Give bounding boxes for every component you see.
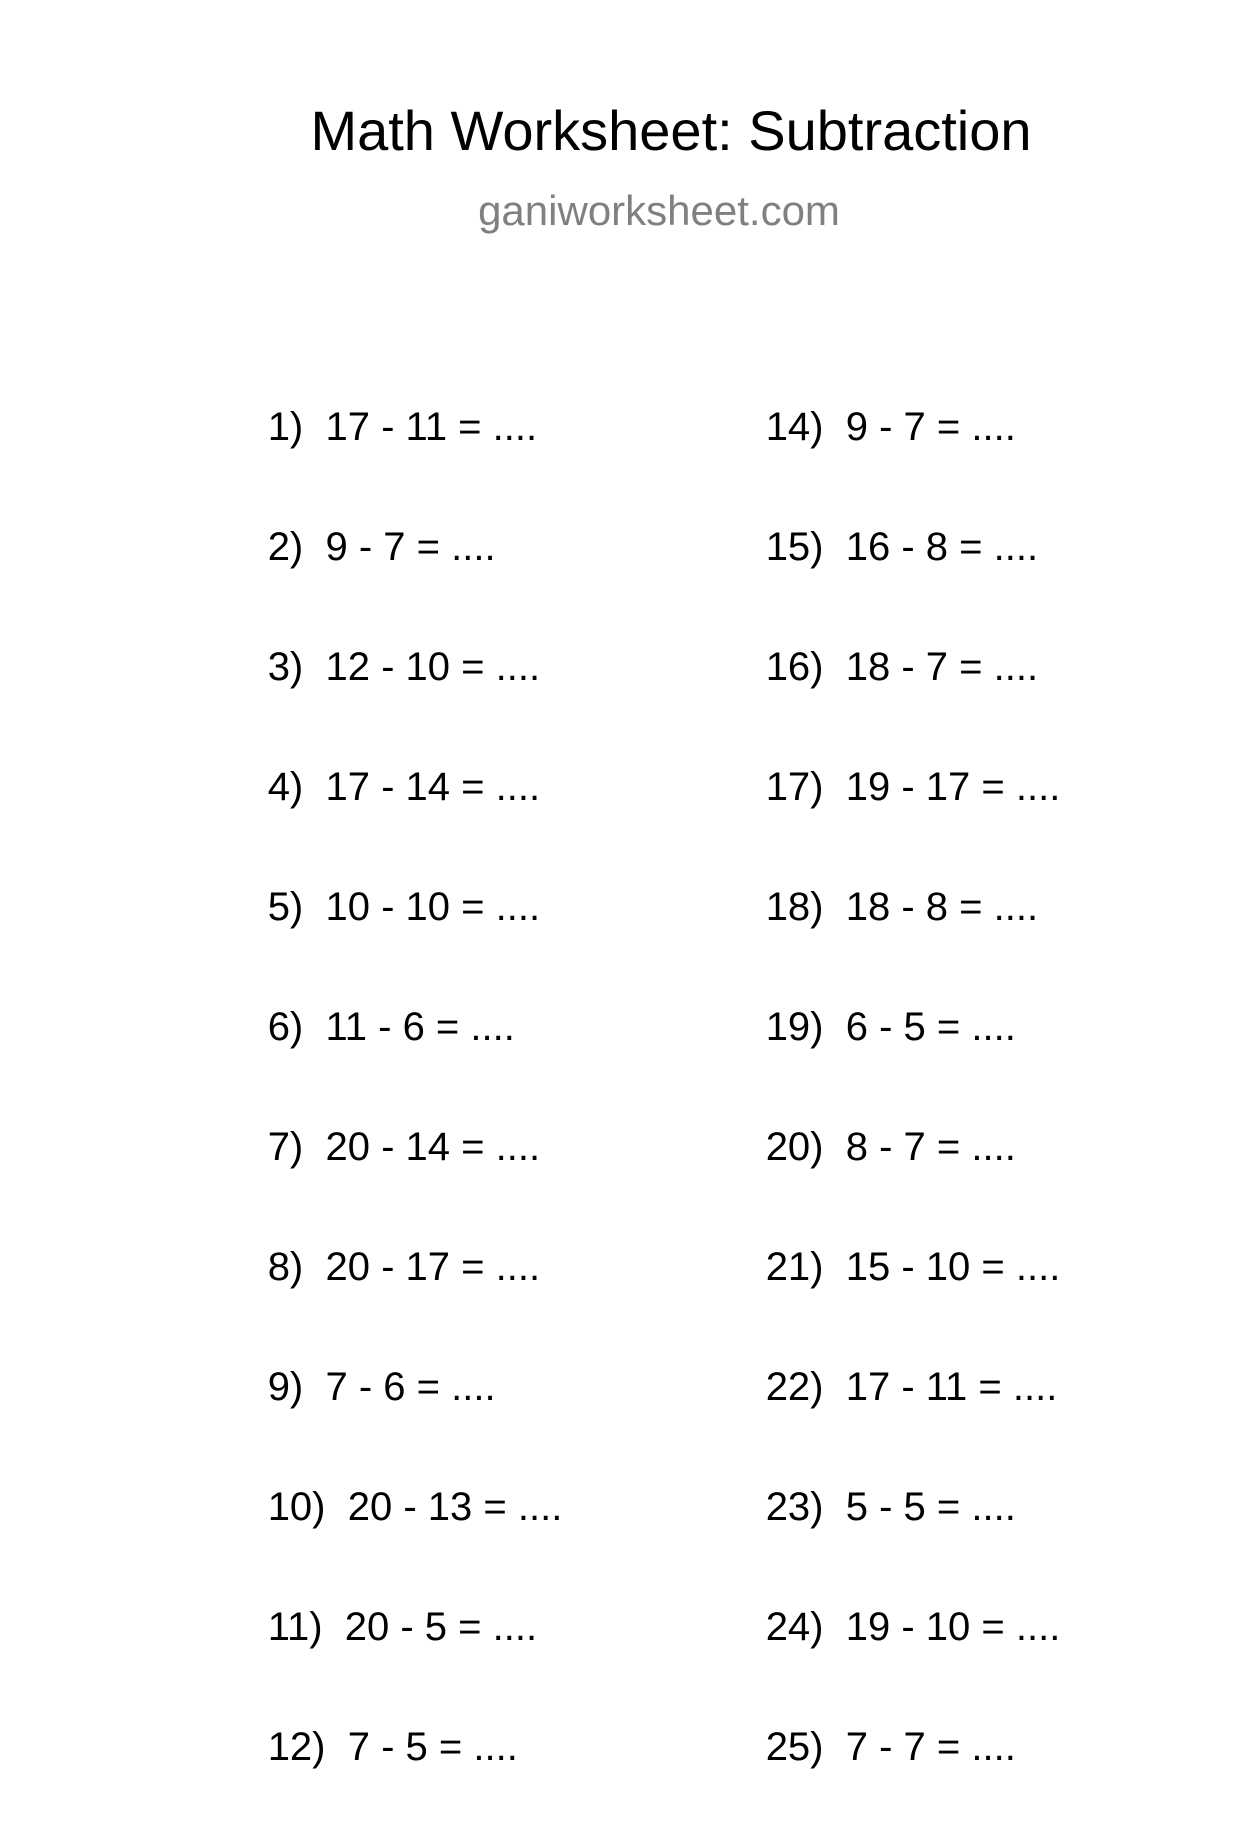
problem-expression: 12 - 10 = ....	[325, 645, 541, 689]
problem-item	[201, 1432, 563, 1529]
problem-expression: 9 - 7 = ....	[845, 405, 1016, 449]
problem-expression: 19 - 10 = ....	[845, 1605, 1061, 1649]
problem-expression: 17 - 14 = ....	[325, 765, 541, 809]
problem-item	[201, 592, 541, 689]
problem-expression: 20 - 13 = ....	[347, 1485, 563, 1529]
problem-number: 21)	[765, 1245, 824, 1289]
problem-expression: 15 - 10 = ....	[845, 1245, 1061, 1289]
problem-expression: 11 - 6 = ....	[325, 1005, 515, 1049]
problem-number: 2)	[267, 525, 304, 569]
problem-expression: 8 - 7 = ....	[845, 1125, 1016, 1169]
problem-item	[699, 472, 1039, 569]
page-title: Math Worksheet: Subtraction	[310, 99, 1032, 162]
problem-item	[699, 1192, 1061, 1289]
problem-item	[699, 712, 1061, 809]
problem-number: 14)	[765, 405, 824, 449]
problem-expression: 17 - 11 = ....	[325, 405, 538, 449]
problem-item	[201, 832, 541, 929]
problem-item	[699, 1672, 1016, 1769]
problem-expression: 9 - 7 = ....	[325, 525, 496, 569]
problem-expression: 10 - 10 = ....	[325, 885, 541, 929]
problem-number: 15)	[765, 525, 824, 569]
problem-item	[699, 592, 1039, 689]
problem-item	[699, 1432, 1016, 1529]
problem-number: 7)	[267, 1125, 304, 1169]
problem-item	[201, 952, 515, 1049]
source-website: ganiworksheet.com	[478, 187, 840, 234]
problem-item	[201, 472, 496, 569]
problem-number: 17)	[765, 765, 824, 809]
problem-number: 6)	[267, 1005, 304, 1049]
problem-number: 23)	[765, 1485, 824, 1529]
problem-item	[699, 952, 1016, 1049]
problem-number: 9)	[267, 1365, 304, 1409]
problem-expression: 7 - 6 = ....	[325, 1365, 496, 1409]
problem-number: 24)	[765, 1605, 824, 1649]
problem-expression: 18 - 7 = ....	[845, 645, 1039, 689]
problem-number: 4)	[267, 765, 304, 809]
problem-item	[201, 1312, 496, 1409]
problem-expression: 16 - 8 = ....	[845, 525, 1039, 569]
problem-item	[201, 352, 538, 449]
problem-number: 16)	[765, 645, 824, 689]
problem-number: 11)	[267, 1605, 323, 1649]
problem-number: 22)	[765, 1365, 824, 1409]
problem-number: 8)	[267, 1245, 304, 1289]
problem-expression: 5 - 5 = ....	[845, 1485, 1016, 1529]
problem-item	[699, 352, 1016, 449]
problem-item	[201, 1672, 518, 1769]
problem-expression: 20 - 5 = ....	[344, 1605, 538, 1649]
problem-number: 5)	[267, 885, 304, 929]
problem-expression: 20 - 14 = ....	[325, 1125, 541, 1169]
problem-item	[699, 1072, 1016, 1169]
problem-expression: 6 - 5 = ....	[845, 1005, 1016, 1049]
problem-expression: 7 - 5 = ....	[347, 1725, 518, 1769]
problem-item	[201, 1072, 541, 1169]
problem-item	[201, 1552, 538, 1649]
problem-expression: 18 - 8 = ....	[845, 885, 1039, 929]
problem-item	[201, 712, 541, 809]
problem-number: 12)	[267, 1725, 326, 1769]
problem-number: 25)	[765, 1725, 824, 1769]
problem-number: 20)	[765, 1125, 824, 1169]
problem-expression: 19 - 17 = ....	[845, 765, 1061, 809]
problem-number: 10)	[267, 1485, 326, 1529]
problem-number: 18)	[765, 885, 824, 929]
problem-item	[699, 832, 1039, 929]
problem-expression: 20 - 17 = ....	[325, 1245, 541, 1289]
problem-number: 1)	[267, 405, 304, 449]
problem-item	[699, 1312, 1058, 1409]
problem-number: 19)	[765, 1005, 824, 1049]
problem-item	[201, 1192, 541, 1289]
problem-expression: 17 - 11 = ....	[845, 1365, 1058, 1409]
problem-expression: 7 - 7 = ....	[845, 1725, 1016, 1769]
problem-number: 3)	[267, 645, 304, 689]
problem-item	[699, 1552, 1061, 1649]
